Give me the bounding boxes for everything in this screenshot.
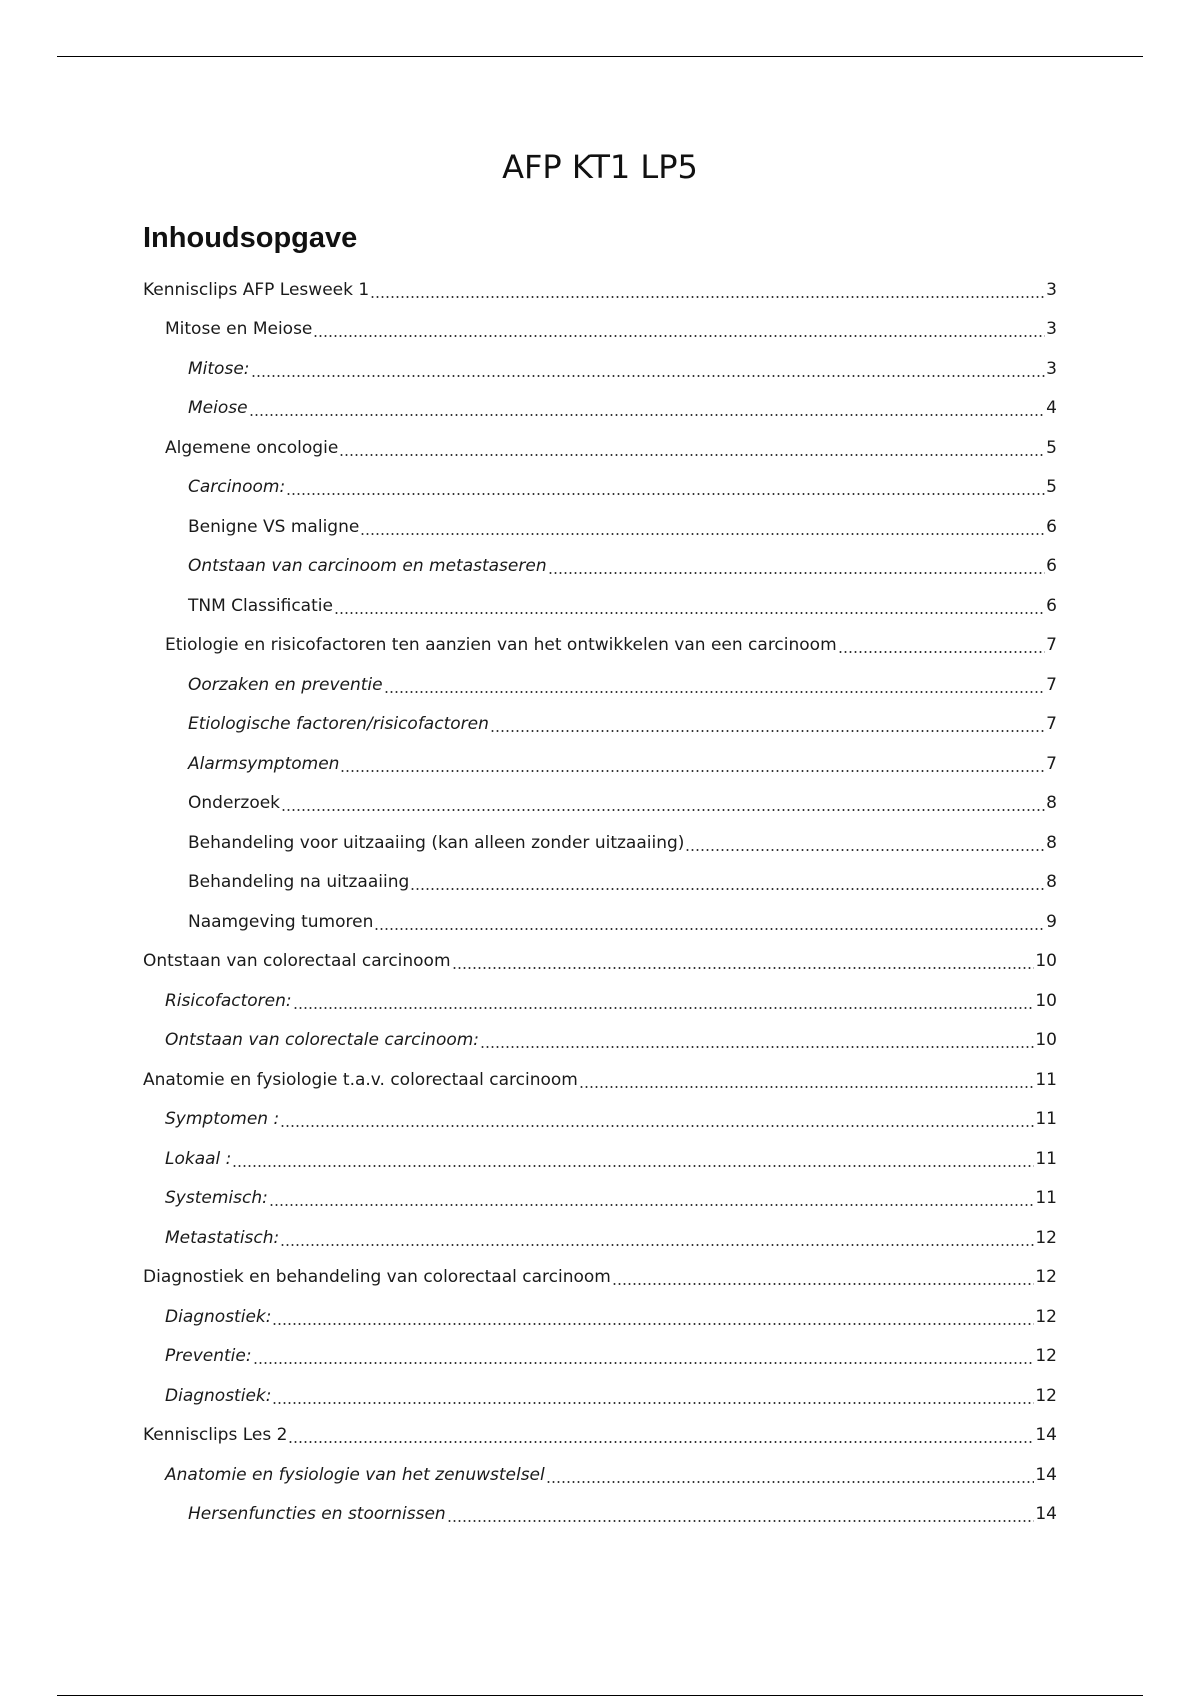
toc-entry[interactable] <box>143 1376 1057 1416</box>
toc-entry-page-number: 12 <box>1035 1267 1057 1288</box>
toc-entry[interactable] <box>143 665 1057 705</box>
dot-leader <box>579 1085 1035 1089</box>
dot-leader <box>280 1243 1034 1247</box>
toc-entry-label: Behandeling voor uitzaaiing (kan alleen zonder uitzaaiing) <box>188 832 685 853</box>
toc-entry[interactable] <box>143 1258 1057 1298</box>
toc-entry-page-number: 9 <box>1046 911 1057 932</box>
toc-entry-page-number: 14 <box>1035 1464 1057 1485</box>
toc-entry[interactable] <box>143 1297 1057 1337</box>
toc-entry[interactable] <box>143 1495 1057 1535</box>
dot-leader <box>838 650 1046 654</box>
toc-entry[interactable] <box>143 586 1057 626</box>
toc-entry-page-number: 11 <box>1035 1109 1057 1130</box>
toc-entry-label: Systemisch: <box>165 1188 268 1209</box>
toc-entry[interactable] <box>143 1100 1057 1140</box>
toc-entry-label: Symptomen : <box>165 1109 280 1130</box>
dot-leader <box>548 571 1046 575</box>
toc-entry[interactable] <box>143 270 1057 310</box>
toc-entry[interactable] <box>143 1021 1057 1061</box>
toc-entry-label: Carcinoom: <box>188 477 286 498</box>
toc-entry-label: Naamgeving tumoren <box>188 911 374 932</box>
footer-rule <box>57 1695 1143 1696</box>
dot-leader <box>546 1480 1035 1484</box>
toc-entry[interactable] <box>143 823 1057 863</box>
dot-leader <box>685 848 1045 852</box>
toc-entry-page-number: 11 <box>1035 1188 1057 1209</box>
toc-entry[interactable] <box>143 547 1057 587</box>
toc-entry[interactable] <box>143 1218 1057 1258</box>
dot-leader <box>280 1124 1034 1128</box>
toc-entry[interactable] <box>143 1416 1057 1456</box>
dot-leader <box>447 1519 1035 1523</box>
dot-leader <box>251 374 1046 378</box>
toc-entry-page-number: 14 <box>1035 1425 1057 1446</box>
toc-entry-label: Meiose <box>188 398 248 419</box>
toc-entry-page-number: 11 <box>1035 1069 1057 1090</box>
toc-entry-page-number: 7 <box>1046 753 1057 774</box>
toc-entry-page-number: 3 <box>1046 319 1057 340</box>
toc-entry-label: TNM Classificatie <box>188 595 333 616</box>
toc-entry-label: Kennisclips Les 2 <box>143 1425 288 1446</box>
toc-entry[interactable] <box>143 942 1057 982</box>
toc-entry[interactable] <box>143 1455 1057 1495</box>
toc-entry-label: Mitose en Meiose <box>165 319 313 340</box>
toc-entry-page-number: 7 <box>1046 714 1057 735</box>
header-rule <box>57 56 1143 57</box>
toc-entry[interactable] <box>143 705 1057 745</box>
dot-leader <box>374 927 1045 931</box>
toc-entry-label: Preventie: <box>165 1346 252 1367</box>
toc-entry[interactable] <box>143 310 1057 350</box>
toc-entry[interactable] <box>143 468 1057 508</box>
dot-leader <box>339 453 1045 457</box>
toc-entry[interactable] <box>143 626 1057 666</box>
toc-entry-label: Ontstaan van colorectale carcinoom: <box>165 1030 480 1051</box>
dot-leader <box>288 1440 1034 1444</box>
toc-entry-page-number: 3 <box>1046 279 1057 300</box>
toc-entry-label: Onderzoek <box>188 793 281 814</box>
toc-heading: Inhoudsopgave <box>143 222 358 254</box>
dot-leader <box>272 1401 1034 1405</box>
toc-entry-label: Lokaal : <box>165 1148 232 1169</box>
toc-entry-page-number: 3 <box>1046 358 1057 379</box>
dot-leader <box>410 887 1045 891</box>
dot-leader <box>334 611 1045 615</box>
toc-entry-page-number: 8 <box>1046 832 1057 853</box>
toc-entry-page-number: 8 <box>1046 793 1057 814</box>
toc-entry-label: Etiologische factoren/risicofactoren <box>188 714 489 735</box>
dot-leader <box>232 1164 1034 1168</box>
toc-entry-page-number: 7 <box>1046 674 1057 695</box>
toc-entry-label: Diagnostiek: <box>165 1306 272 1327</box>
toc-entry[interactable] <box>143 1139 1057 1179</box>
table-of-contents <box>143 270 1057 1534</box>
dot-leader <box>480 1045 1034 1049</box>
toc-entry-page-number: 12 <box>1035 1306 1057 1327</box>
toc-entry-label: Mitose: <box>188 358 250 379</box>
toc-entry-page-number: 11 <box>1035 1148 1057 1169</box>
toc-entry[interactable] <box>143 389 1057 429</box>
dot-leader <box>452 966 1035 970</box>
dot-leader <box>370 295 1045 299</box>
toc-entry[interactable] <box>143 507 1057 547</box>
toc-entry-label: Hersenfuncties en stoornissen <box>188 1504 446 1525</box>
toc-entry-page-number: 10 <box>1035 990 1057 1011</box>
toc-entry-page-number: 7 <box>1046 635 1057 656</box>
toc-entry[interactable] <box>143 1179 1057 1219</box>
toc-entry-label: Anatomie en fysiologie van het zenuwstelsel <box>165 1464 545 1485</box>
dot-leader <box>272 1322 1034 1326</box>
toc-entry-label: Alarmsymptomen <box>188 753 340 774</box>
toc-entry-page-number: 5 <box>1046 437 1057 458</box>
toc-entry[interactable] <box>143 428 1057 468</box>
toc-entry-page-number: 5 <box>1046 477 1057 498</box>
dot-leader <box>249 413 1046 417</box>
dot-leader <box>360 532 1045 536</box>
toc-entry-label: Metastatisch: <box>165 1227 280 1248</box>
toc-entry-label: Benigne VS maligne <box>188 516 360 537</box>
toc-entry-label: Risicofactoren: <box>165 990 292 1011</box>
dot-leader <box>340 769 1045 773</box>
toc-entry[interactable] <box>143 1060 1057 1100</box>
dot-leader <box>281 808 1045 812</box>
toc-entry[interactable] <box>143 349 1057 389</box>
dot-leader <box>384 690 1046 694</box>
toc-entry[interactable] <box>143 784 1057 824</box>
toc-entry-page-number: 12 <box>1035 1346 1057 1367</box>
toc-entry-label: Diagnostiek en behandeling van colorectaal carcinoom <box>143 1267 611 1288</box>
dot-leader <box>286 492 1045 496</box>
toc-entry-label: Ontstaan van colorectaal carcinoom <box>143 951 451 972</box>
toc-entry-label: Anatomie en fysiologie t.a.v. colorectaal carcinoom <box>143 1069 578 1090</box>
dot-leader <box>313 334 1045 338</box>
toc-entry-page-number: 12 <box>1035 1227 1057 1248</box>
toc-entry-label: Behandeling na uitzaaiing <box>188 872 410 893</box>
dot-leader <box>490 729 1045 733</box>
dot-leader <box>612 1282 1035 1286</box>
toc-entry-label: Kennisclips AFP Lesweek 1 <box>143 279 370 300</box>
document-title: AFP KT1 LP5 <box>502 148 698 186</box>
toc-entry-page-number: 4 <box>1046 398 1057 419</box>
toc-entry-label: Diagnostiek: <box>165 1385 272 1406</box>
toc-entry-page-number: 10 <box>1035 1030 1057 1051</box>
toc-entry-page-number: 8 <box>1046 872 1057 893</box>
toc-entry-label: Algemene oncologie <box>165 437 339 458</box>
toc-entry-label: Ontstaan van carcinoom en metastaseren <box>188 556 547 577</box>
toc-entry[interactable] <box>143 863 1057 903</box>
dot-leader <box>253 1361 1035 1365</box>
toc-entry[interactable] <box>143 902 1057 942</box>
dot-leader <box>293 1006 1035 1010</box>
toc-entry-page-number: 6 <box>1046 556 1057 577</box>
toc-entry-page-number: 6 <box>1046 595 1057 616</box>
toc-entry-label: Oorzaken en preventie <box>188 674 383 695</box>
toc-entry-page-number: 12 <box>1035 1385 1057 1406</box>
dot-leader <box>269 1203 1035 1207</box>
toc-entry-page-number: 10 <box>1035 951 1057 972</box>
toc-entry[interactable] <box>143 744 1057 784</box>
toc-entry-page-number: 6 <box>1046 516 1057 537</box>
toc-entry-label: Etiologie en risicofactoren ten aanzien van het ontwikkelen van een carcinoom <box>165 635 837 656</box>
toc-entry-page-number: 14 <box>1035 1504 1057 1525</box>
toc-entry[interactable] <box>143 981 1057 1021</box>
toc-entry[interactable] <box>143 1337 1057 1377</box>
